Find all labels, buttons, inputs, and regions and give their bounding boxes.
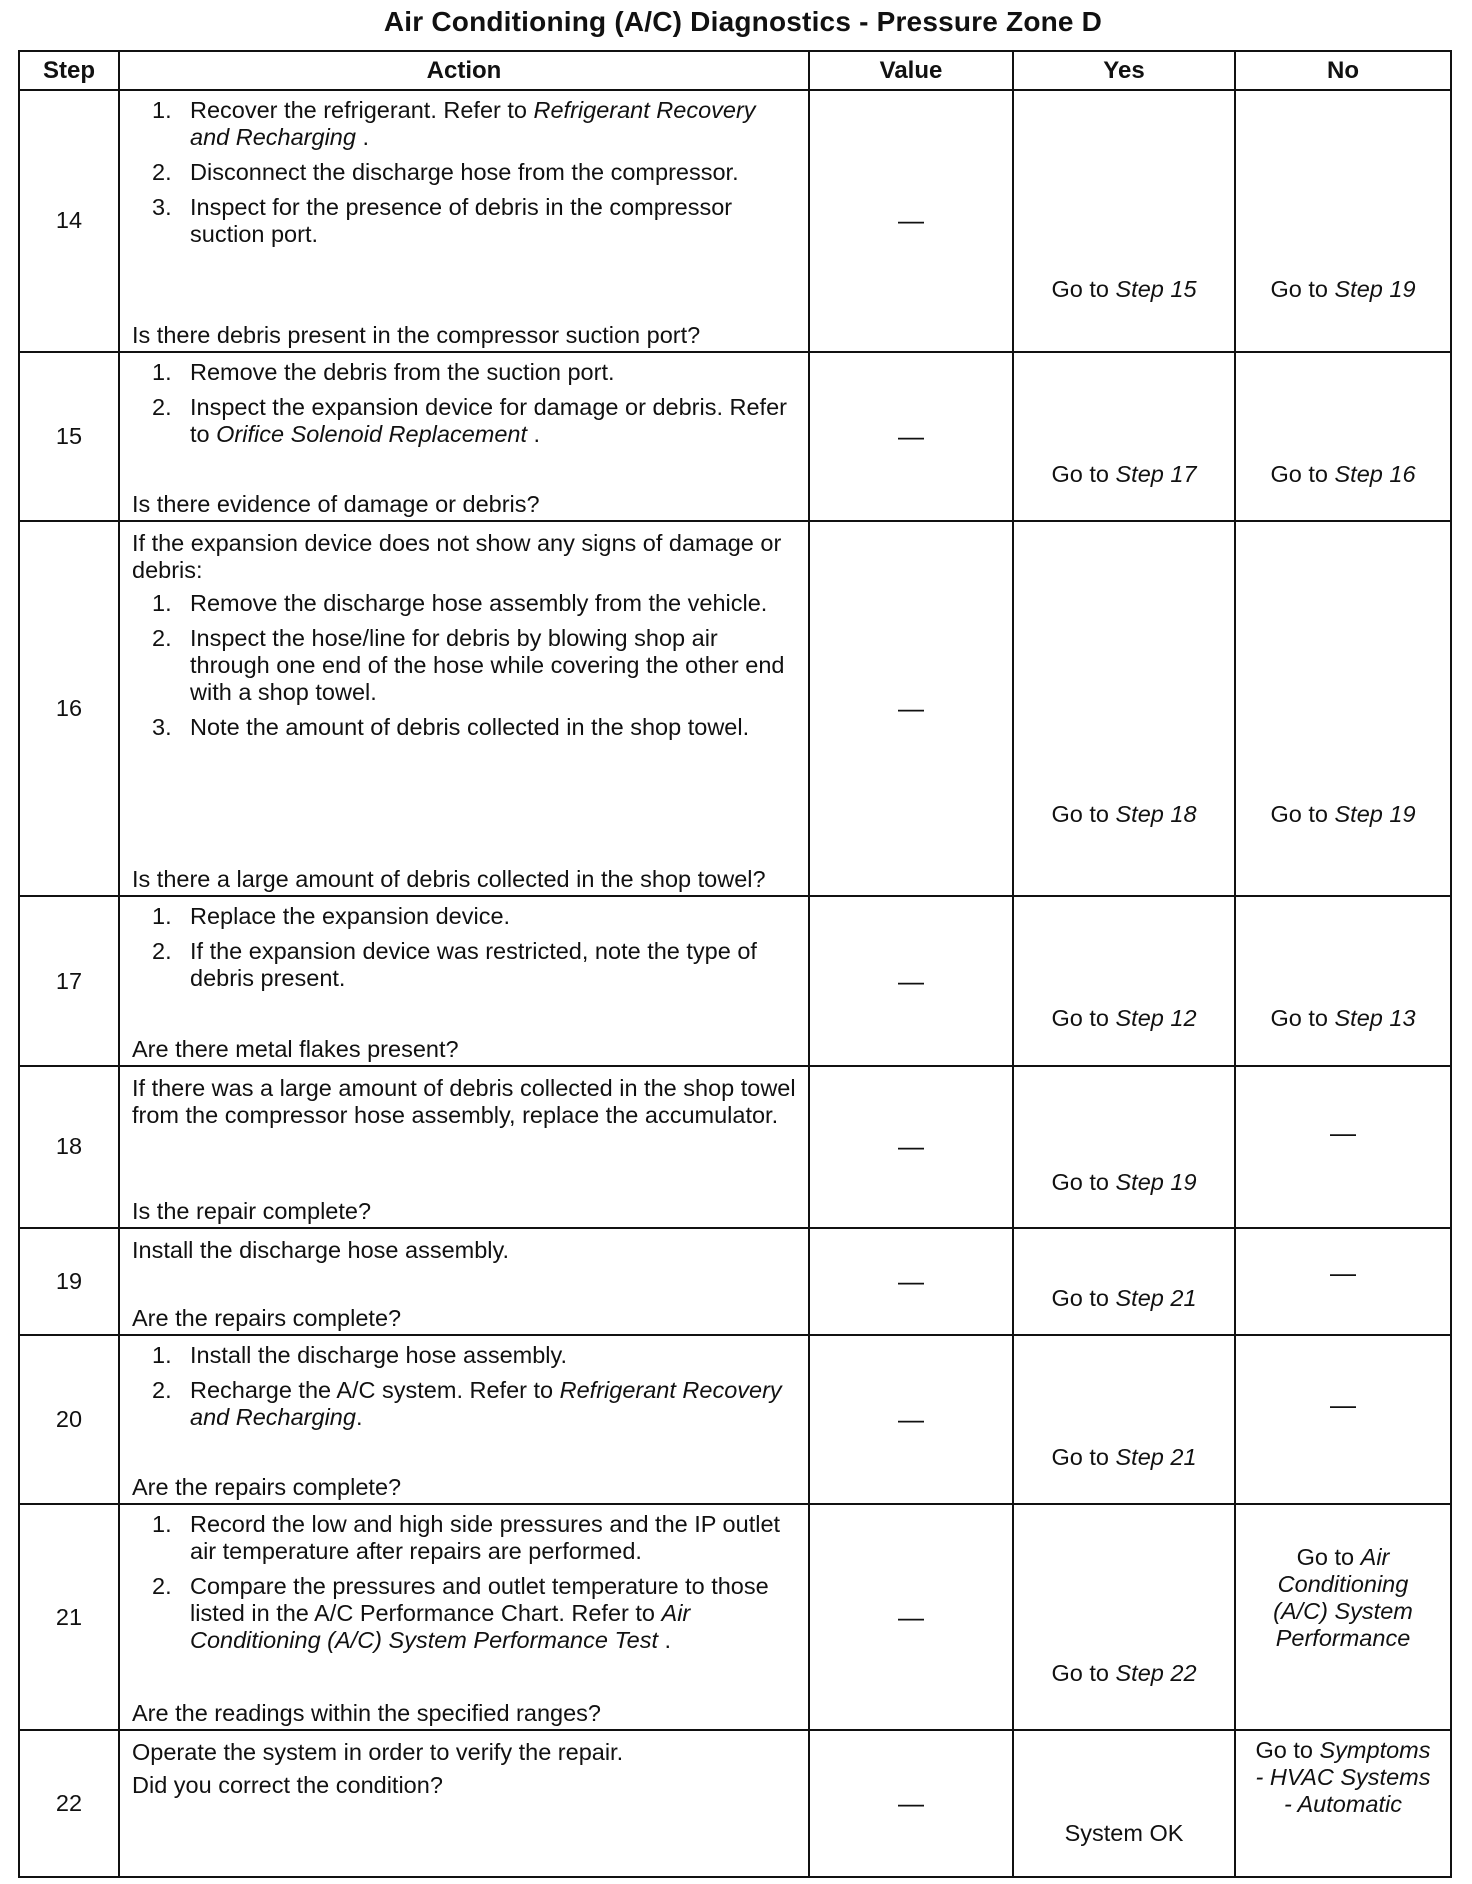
action-step: 1. Remove the debris from the suction port. xyxy=(152,358,615,385)
yes-goto[interactable]: Go to Step 19 xyxy=(1051,1168,1197,1195)
action-cell xyxy=(119,1335,809,1504)
yes-cell xyxy=(1013,896,1235,1065)
yes-cell xyxy=(1013,90,1235,352)
reference-link[interactable]: Step 21 xyxy=(1115,1443,1197,1470)
diagnostic-table xyxy=(18,50,1452,1878)
step-number: 21 xyxy=(19,1504,119,1730)
yes-goto[interactable]: Go to Step 17 xyxy=(1051,460,1197,487)
step-number: 17 xyxy=(19,896,119,1065)
action-step: 2. Compare the pressures and outlet temperature to those listed in the A/C Performance Chart. Refer to Air Conditioning (A/C) System Performance Test . xyxy=(152,1573,769,1654)
action-question: Did you correct the condition? xyxy=(132,1772,443,1799)
action-steps xyxy=(132,590,798,741)
yes-goto[interactable]: Go to Step 15 xyxy=(1051,276,1197,302)
reference-link[interactable]: Step 15 xyxy=(1115,276,1197,302)
action-intro: Install the discharge hose assembly. xyxy=(132,1237,510,1264)
table-row xyxy=(19,1228,1451,1335)
action-intro: Operate the system in order to verify the repair. xyxy=(132,1739,624,1766)
step-index: 3. xyxy=(152,194,172,220)
yes-goto[interactable]: Go to Step 12 xyxy=(1051,1005,1197,1032)
action-step: 1. Record the low and high side pressures and the IP outlet air temperature after repairs are performed. xyxy=(152,1511,781,1565)
action-question: Are the readings within the specified ranges? xyxy=(132,1700,601,1727)
action-step: 2. Disconnect the discharge hose from the compressor. xyxy=(152,159,739,185)
table-row xyxy=(19,521,1451,896)
step-index: 1. xyxy=(152,903,172,930)
action-question: Is the repair complete? xyxy=(132,1198,372,1225)
value-cell: — xyxy=(809,1335,1013,1504)
action-cell xyxy=(119,352,809,521)
yes-cell xyxy=(1013,1335,1235,1504)
table-header-row xyxy=(19,51,1451,90)
yes-cell xyxy=(1013,1228,1235,1335)
value-cell: — xyxy=(809,1228,1013,1335)
action-cell xyxy=(119,1504,809,1730)
reference-link[interactable]: Step 17 xyxy=(1115,460,1197,487)
no-cell xyxy=(1235,521,1451,896)
step-number: 19 xyxy=(19,1228,119,1335)
no-value: — xyxy=(1330,1389,1356,1420)
yes-result: System OK xyxy=(1064,1820,1184,1847)
action-steps xyxy=(132,903,798,992)
action-intro: If there was a large amount of debris collected in the shop towel from the compressor hose assembly, replace the accumulator. xyxy=(132,1074,796,1128)
action-cell xyxy=(119,896,809,1065)
no-value: — xyxy=(1330,1257,1356,1288)
page-title: Air Conditioning (A/C) Diagnostics - Pressure Zone D xyxy=(383,6,1103,37)
action-steps xyxy=(132,359,798,448)
reference-link[interactable]: Step 13 xyxy=(1334,1005,1416,1032)
no-cell xyxy=(1235,90,1451,352)
step-index: 2. xyxy=(152,625,172,652)
reference-link[interactable]: Step 22 xyxy=(1115,1660,1197,1687)
action-step: 1. Install the discharge hose assembly. xyxy=(152,1341,568,1368)
table-row xyxy=(19,1335,1451,1504)
yes-cell xyxy=(1013,1066,1235,1228)
no-goto[interactable]: Go to Air Conditioning (A/C) System Performance xyxy=(1273,1544,1413,1652)
value-cell: — xyxy=(809,352,1013,521)
step-number: 14 xyxy=(19,90,119,352)
yes-cell xyxy=(1013,521,1235,896)
yes-cell xyxy=(1013,1730,1235,1877)
no-goto[interactable]: Go to Step 13 xyxy=(1270,1005,1416,1032)
no-cell xyxy=(1235,1228,1451,1335)
no-cell xyxy=(1235,352,1451,521)
table-row xyxy=(19,896,1451,1065)
action-question: Are the repairs complete? xyxy=(132,1304,402,1331)
step-number: 22 xyxy=(19,1730,119,1877)
reference-link[interactable]: Step 12 xyxy=(1115,1005,1197,1032)
table-row xyxy=(19,352,1451,521)
action-step: 2. Inspect the hose/line for debris by blowing shop air through one end of the hose while covering the other end with a shop towel. xyxy=(152,625,785,706)
yes-cell xyxy=(1013,1504,1235,1730)
action-steps xyxy=(132,97,798,248)
action-question: Are there metal flakes present? xyxy=(132,1035,459,1062)
action-cell xyxy=(119,1730,809,1877)
header-no: No xyxy=(1235,51,1451,90)
action-steps xyxy=(132,1342,798,1431)
yes-goto[interactable]: Go to Step 21 xyxy=(1051,1285,1197,1312)
table-row xyxy=(19,90,1451,352)
value-cell: — xyxy=(809,1504,1013,1730)
no-cell xyxy=(1235,1066,1451,1228)
action-step: 1. Remove the discharge hose assembly from the vehicle. xyxy=(152,590,768,617)
action-cell xyxy=(119,90,809,352)
no-value: — xyxy=(1330,1117,1356,1148)
yes-cell xyxy=(1013,352,1235,521)
action-step: 2. Recharge the A/C system. Refer to Refrigerant Recovery and Recharging. xyxy=(152,1376,782,1430)
yes-goto[interactable]: Go to Step 21 xyxy=(1051,1443,1197,1470)
step-index: 2. xyxy=(152,1573,172,1600)
action-cell xyxy=(119,521,809,896)
step-index: 2. xyxy=(152,1376,172,1403)
action-cell xyxy=(119,1066,809,1228)
no-cell xyxy=(1235,896,1451,1065)
action-step: 3. Note the amount of debris collected in the shop towel. xyxy=(152,714,750,741)
step-number: 18 xyxy=(19,1066,119,1228)
no-goto[interactable]: Go to Step 16 xyxy=(1270,460,1416,487)
reference-link[interactable]: Symptoms - HVAC Systems - Automatic xyxy=(1255,1737,1431,1818)
no-cell xyxy=(1235,1730,1451,1877)
action-step: 2. If the expansion device was restricted, note the type of debris present. xyxy=(152,938,757,992)
reference-link[interactable]: Step 16 xyxy=(1334,460,1416,487)
step-index: 1. xyxy=(152,358,172,385)
reference-link[interactable]: Air Conditioning (A/C) System Performance xyxy=(1273,1544,1413,1652)
header-yes: Yes xyxy=(1013,51,1235,90)
step-number: 15 xyxy=(19,352,119,521)
step-index: 2. xyxy=(152,159,172,185)
yes-goto[interactable]: Go to Step 22 xyxy=(1051,1660,1197,1687)
step-number: 16 xyxy=(19,521,119,896)
reference-link[interactable]: Step 21 xyxy=(1115,1285,1197,1312)
value-cell: — xyxy=(809,521,1013,896)
step-index: 1. xyxy=(152,1511,172,1538)
no-goto[interactable]: Go to Step 19 xyxy=(1270,801,1416,828)
step-index: 1. xyxy=(152,97,172,123)
no-goto[interactable]: Go to Step 19 xyxy=(1270,276,1416,302)
yes-goto[interactable]: Go to Step 18 xyxy=(1051,801,1197,828)
action-question: Are the repairs complete? xyxy=(132,1474,402,1501)
reference-link[interactable]: Step 18 xyxy=(1115,801,1197,828)
header-value: Value xyxy=(809,51,1013,90)
value-cell: — xyxy=(809,896,1013,1065)
reference-link[interactable]: Step 19 xyxy=(1334,276,1416,302)
reference-link[interactable]: Refrigerant Recovery and Recharging xyxy=(190,1376,782,1430)
action-question: Is there evidence of damage or debris? xyxy=(132,491,540,518)
reference-link[interactable]: Orifice Solenoid Replacement xyxy=(216,420,528,447)
action-intro: If the expansion device does not show any signs of damage or debris: xyxy=(132,530,782,584)
reference-link[interactable]: Step 19 xyxy=(1334,801,1416,828)
table-row xyxy=(19,1504,1451,1730)
header-action: Action xyxy=(119,51,809,90)
table-row xyxy=(19,1066,1451,1228)
action-question: Is there a large amount of debris collected in the shop towel? xyxy=(132,866,766,893)
action-step: 1. Replace the expansion device. xyxy=(152,903,511,930)
reference-link[interactable]: Step 19 xyxy=(1115,1168,1197,1195)
no-goto[interactable]: Go to Symptoms - HVAC Systems - Automatic xyxy=(1255,1737,1431,1818)
step-index: 2. xyxy=(152,938,172,965)
action-cell xyxy=(119,1228,809,1335)
action-step: 1. Recover the refrigerant. Refer to Refrigerant Recovery and Recharging . xyxy=(152,97,756,150)
no-cell xyxy=(1235,1504,1451,1730)
action-step: 2. Inspect the expansion device for damage or debris. Refer to Orifice Solenoid Replacement . xyxy=(152,393,787,447)
step-index: 1. xyxy=(152,1341,172,1368)
value-cell: — xyxy=(809,90,1013,352)
action-step: 3. Inspect for the presence of debris in the compressor suction port. xyxy=(152,194,733,247)
value-cell: — xyxy=(809,1066,1013,1228)
step-index: 3. xyxy=(152,714,172,741)
header-step: Step xyxy=(19,51,119,90)
step-index: 2. xyxy=(152,393,172,420)
table-row xyxy=(19,1730,1451,1877)
step-number: 20 xyxy=(19,1335,119,1504)
reference-link[interactable]: Refrigerant Recovery and Recharging xyxy=(190,97,756,150)
step-index: 1. xyxy=(152,590,172,617)
value-cell: — xyxy=(809,1730,1013,1877)
action-question: Is there debris present in the compressor suction port? xyxy=(132,321,701,348)
action-steps xyxy=(132,1511,798,1654)
reference-link[interactable]: Air Conditioning (A/C) System Performance Test xyxy=(190,1600,691,1654)
no-cell xyxy=(1235,1335,1451,1504)
